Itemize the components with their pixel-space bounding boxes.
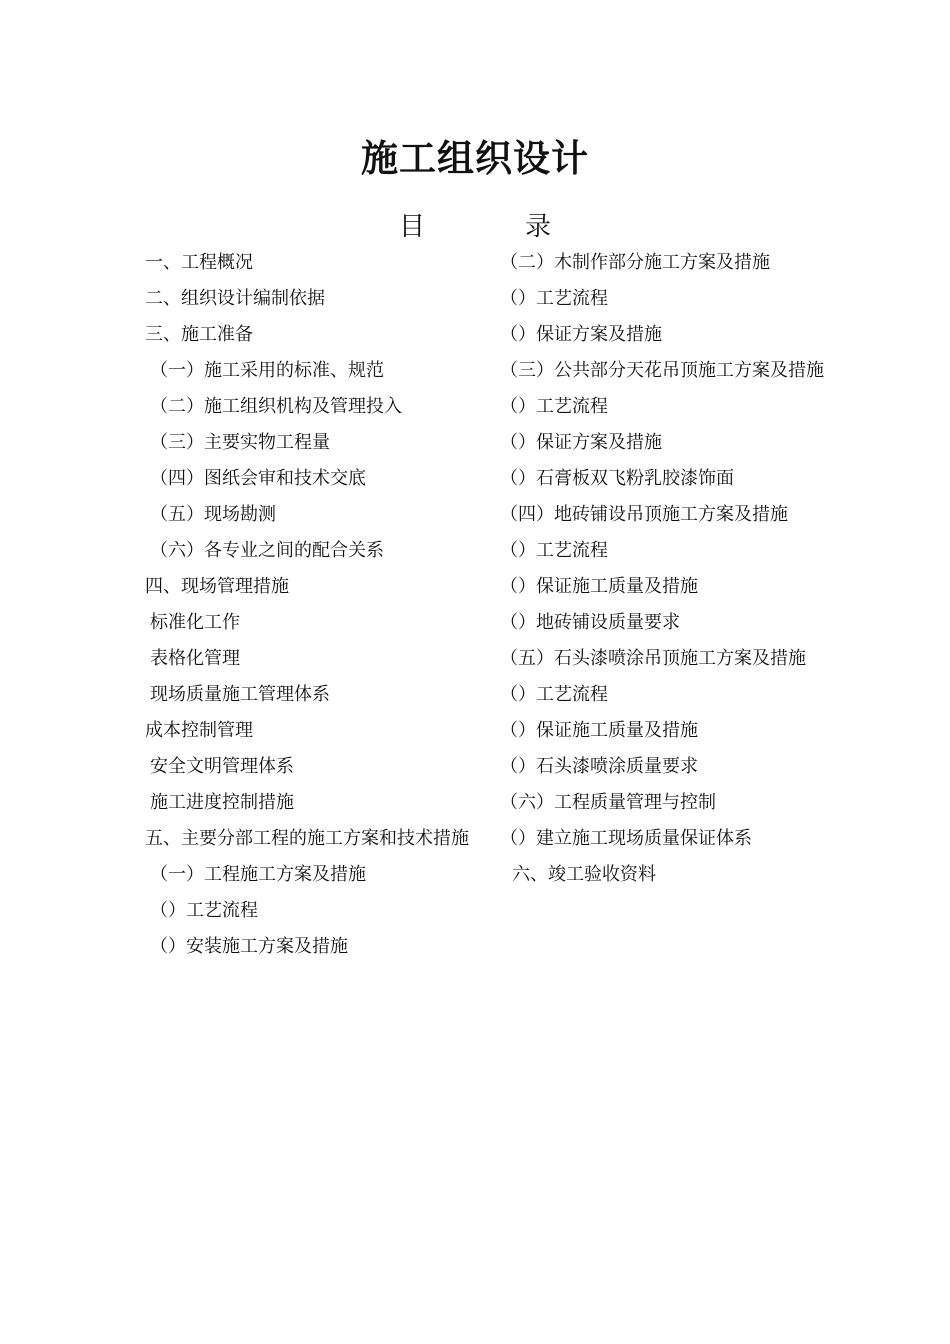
toc-item: （）保证方案及措施 — [500, 324, 662, 345]
toc-item: （一）施工采用的标准、规范 — [150, 360, 384, 381]
toc-item: （）工艺流程 — [500, 540, 608, 561]
toc-item: 三、施工准备 — [145, 324, 253, 345]
toc-item: （）地砖铺设质量要求 — [500, 612, 680, 633]
toc-item: （）保证施工质量及措施 — [500, 576, 698, 597]
toc-item: 四、现场管理措施 — [145, 576, 289, 597]
toc-item: （四）图纸会审和技术交底 — [150, 468, 366, 489]
document-title: 施工组织设计 — [361, 136, 589, 180]
toc-item: （）石膏板双飞粉乳胶漆饰面 — [500, 468, 734, 489]
toc-item: 表格化管理 — [150, 648, 240, 669]
toc-item: （五）石头漆喷涂吊顶施工方案及措施 — [500, 648, 806, 669]
toc-item: （三）公共部分天花吊顶施工方案及措施 — [500, 360, 824, 381]
toc-item: 标准化工作 — [150, 612, 240, 633]
toc-item: 施工进度控制措施 — [150, 792, 294, 813]
toc-item: （）建立施工现场质量保证体系 — [500, 828, 752, 849]
toc-item: （）工艺流程 — [500, 288, 608, 309]
toc-left-column — [145, 245, 475, 965]
toc-item: （）工艺流程 — [150, 900, 258, 921]
toc-item: （）工艺流程 — [500, 684, 608, 705]
toc-item: （二）施工组织机构及管理投入 — [150, 396, 402, 417]
toc-heading — [0, 206, 950, 243]
toc-item: 五、主要分部工程的施工方案和技术措施 — [145, 828, 469, 849]
toc-item: 现场质量施工管理体系 — [150, 684, 330, 705]
toc-item: （五）现场勘测 — [150, 504, 276, 525]
toc-heading-right: 录 — [525, 212, 552, 242]
toc-item: （六）各专业之间的配合关系 — [150, 540, 384, 561]
toc-item: 一、工程概况 — [145, 252, 253, 273]
toc-item: （）保证方案及措施 — [500, 432, 662, 453]
toc-item: （）工艺流程 — [500, 396, 608, 417]
toc-item: 安全文明管理体系 — [150, 756, 294, 777]
toc-item: （三）主要实物工程量 — [150, 432, 330, 453]
toc-right-column — [500, 245, 824, 893]
toc-item: （二）木制作部分施工方案及措施 — [500, 252, 770, 273]
toc-item: 成本控制管理 — [145, 720, 253, 741]
toc-item: （四）地砖铺设吊顶施工方案及措施 — [500, 504, 788, 525]
toc-heading-left: 目 — [398, 212, 425, 242]
toc-item: （六）工程质量管理与控制 — [500, 792, 716, 813]
toc-item: 六、竣工验收资料 — [512, 864, 656, 885]
toc-item: （一）工程施工方案及措施 — [150, 864, 366, 885]
toc-item: （）石头漆喷涂质量要求 — [500, 756, 698, 777]
toc-item: （）安装施工方案及措施 — [150, 936, 348, 957]
toc-item: 二、组织设计编制依据 — [145, 288, 325, 309]
toc-item: （）保证施工质量及措施 — [500, 720, 698, 741]
